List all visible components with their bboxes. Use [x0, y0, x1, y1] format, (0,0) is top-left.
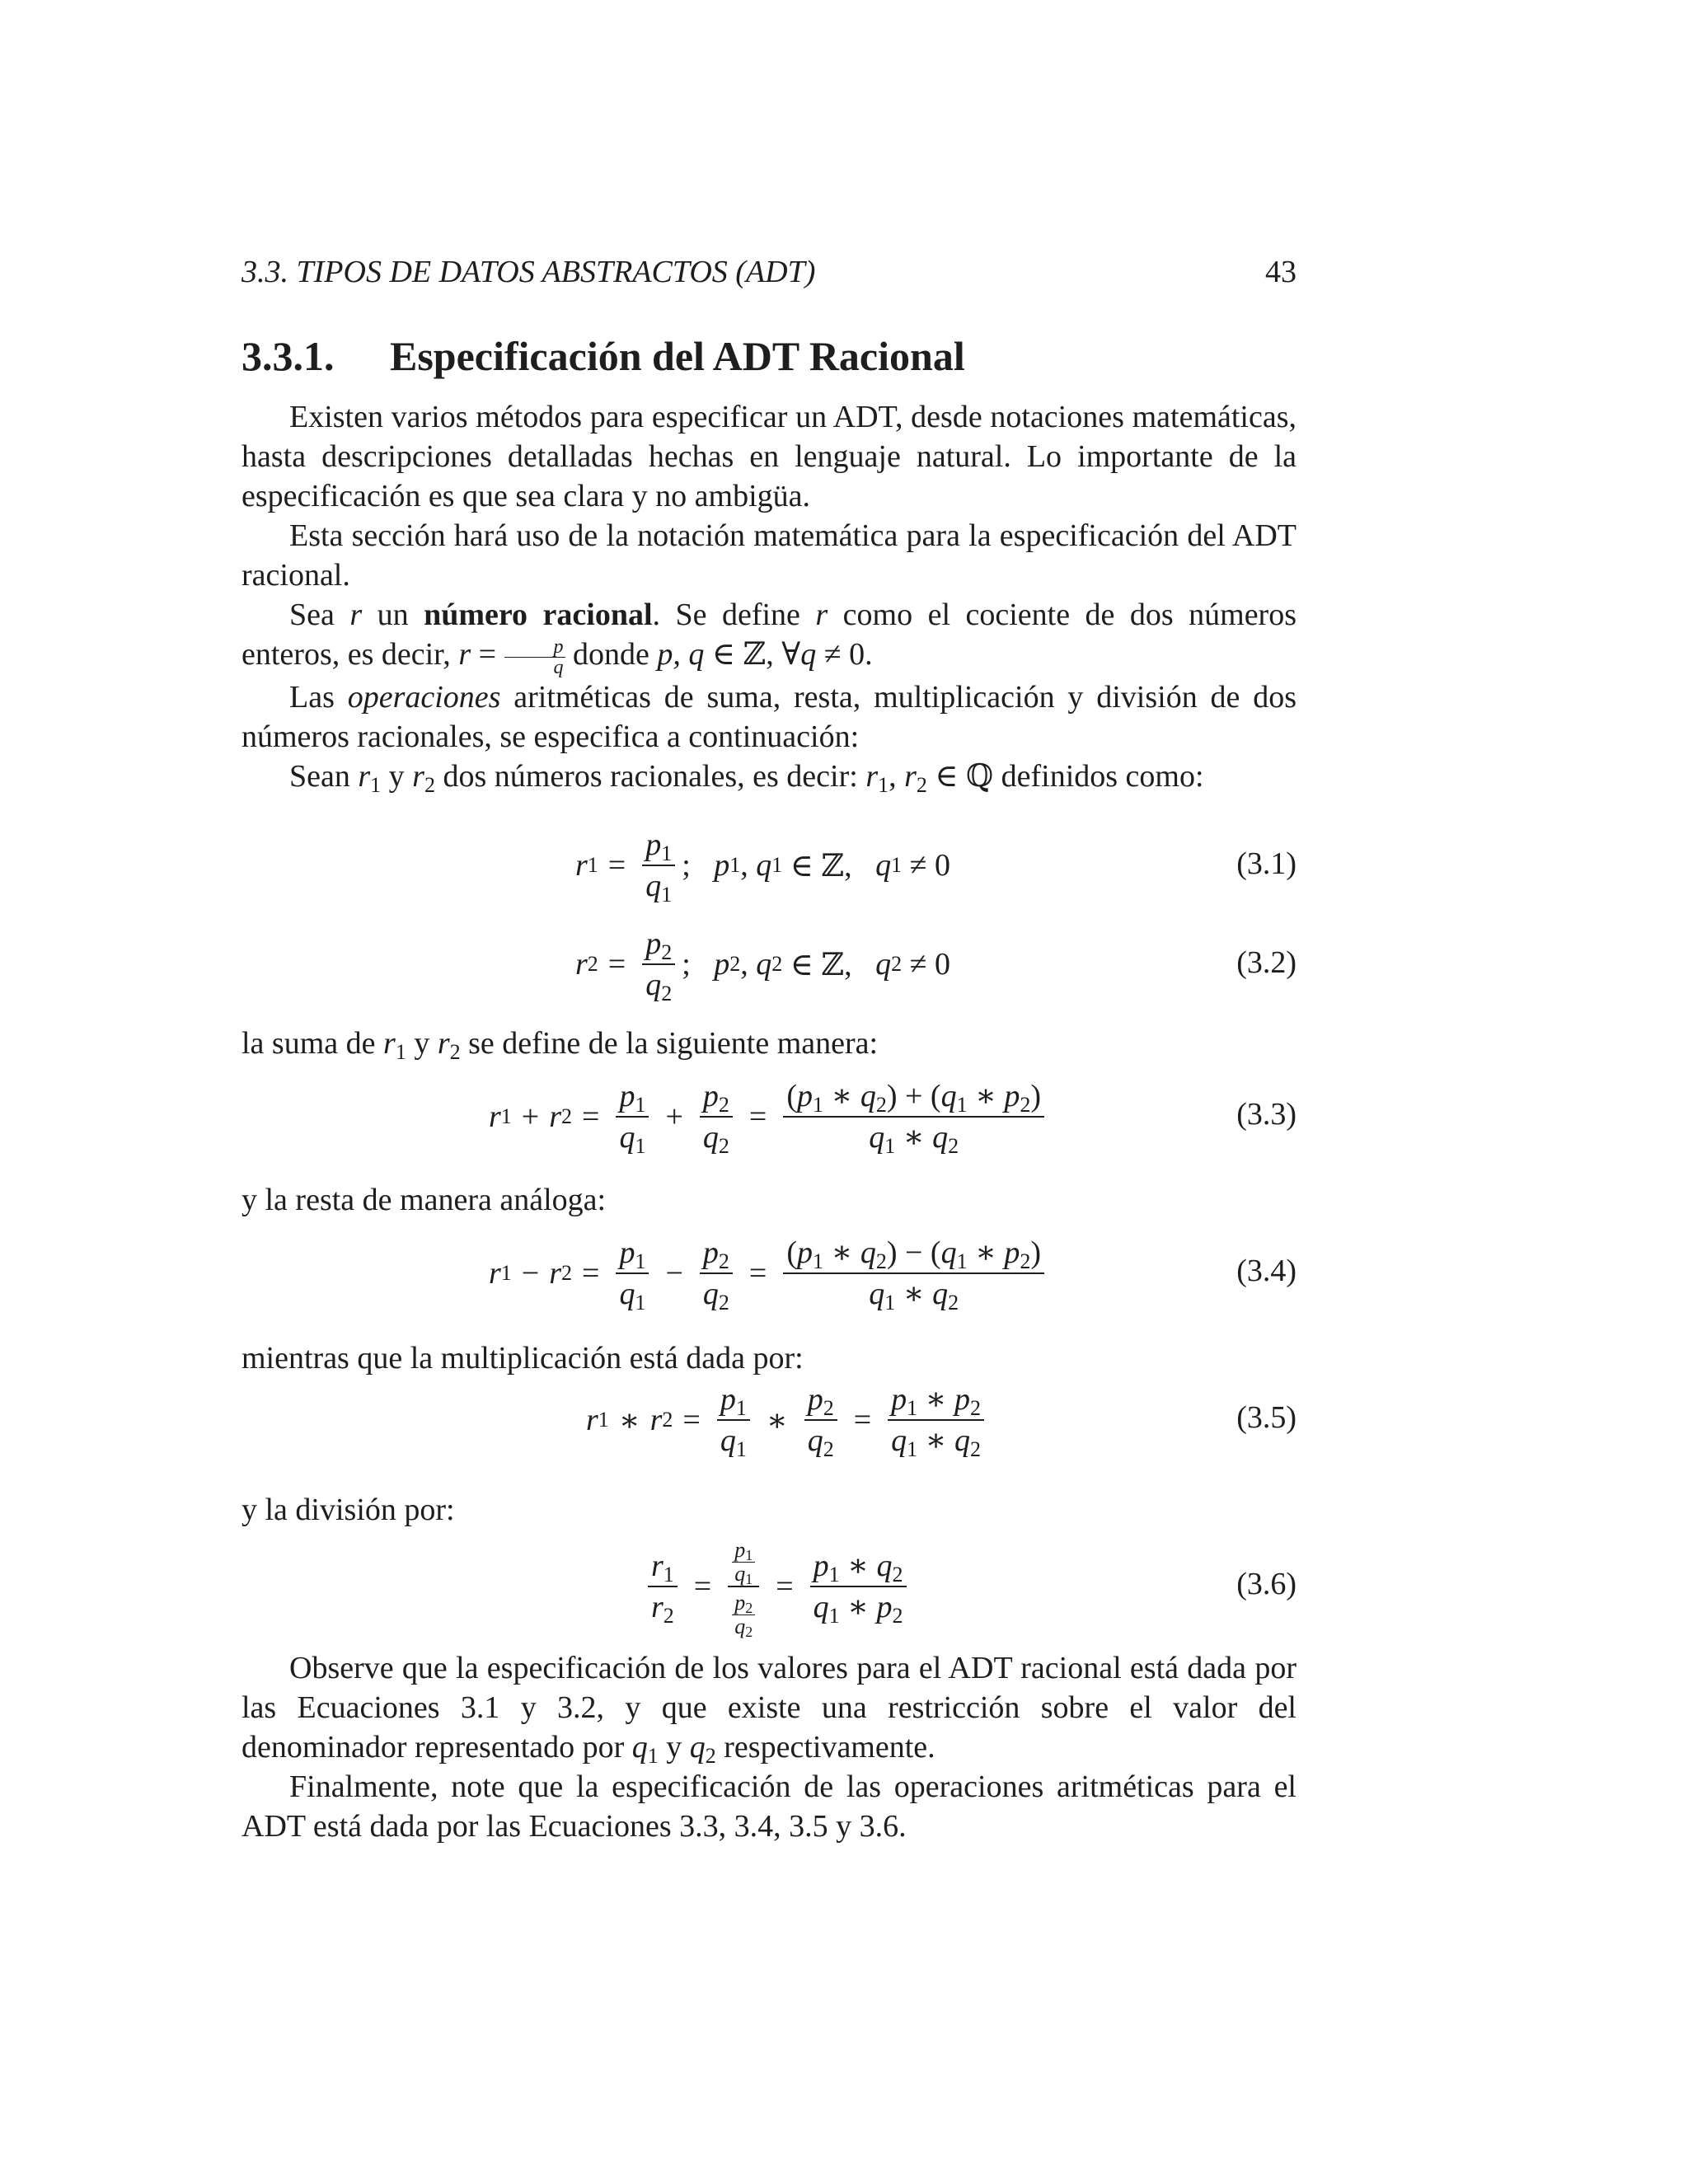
inline-fraction-p-q: $\frac{p}{q}$: [504, 637, 565, 677]
paragraph-5: Sean $r_1$ y $r_2$ dos números racionales, es decir: $r_1$, $r_2$ ∈ ℚ definidos como:: [289, 758, 1204, 797]
paragraph-7: Finalmente, note que la especificación de las operaciones aritméticas para el ADT está dada por las Ecuaciones 3.3, 3.4, 3.5 y 3.6.: [241, 1769, 1296, 1844]
equation-3-5: r 1 ∗ r 2 = $\frac{p_1}{q_1}$ ∗ $\frac{p_2}{q_2}$ = $\frac{p_1 ∗ p_2}{q_1 ∗ q_2}$ (3.5): [241, 1375, 1296, 1465]
running-head-title: 3.3. TIPOS DE DATOS ABSTRACTOS (ADT): [241, 255, 816, 289]
text-multiplication-intro: mientras que la multiplicación está dada por:: [241, 1341, 804, 1376]
text-sum-intro: la suma de $r_1$ y $r_2$ se define de la siguiente manera:: [241, 1026, 879, 1064]
text-division-intro: y la división por:: [241, 1493, 455, 1527]
equation-number: (3.1): [1236, 846, 1296, 881]
equation-3-2: r 2 = $\frac{p_2}{q_2}$ ; p 2 , q 2 ∈ ℤ, q 2 ≠ 0 (3.2): [241, 923, 1296, 1005]
equation-number: (3.3): [1236, 1097, 1296, 1132]
equation-number: (3.2): [1236, 945, 1296, 980]
running-head: [241, 252, 1296, 292]
paragraph-6: Observe que la especificación de los valores para el ADT racional está dada por las Ecuaciones 3.1 y 3.2, y que existe una restricción sobre el valor del denominador representado por $q_1$ y $q_2$ respectivamente.: [241, 1651, 1296, 1768]
equation-number: (3.4): [1236, 1254, 1296, 1288]
equation-3-1: r 1 = $\frac{p_1}{q_1}$ ; p 1 , q 1 ∈ ℤ, q 1 ≠ 0 (3.1): [241, 824, 1296, 907]
paragraph-3: Sea r un número racional. Se define r como el cociente de dos números enteros, es decir, r = $\frac{p}{q}$ donde p, q ∈ ℤ, ∀q ≠ 0.: [241, 598, 1296, 678]
page-number: 43: [1265, 255, 1296, 289]
section-number: 3.3.1.: [241, 333, 335, 379]
section-heading: [241, 330, 965, 382]
equation-number: (3.6): [1236, 1567, 1296, 1601]
paragraph-4: Las operaciones aritméticas de suma, resta, multiplicación y división de dos números racionales, se especifica a continuación:: [241, 679, 1296, 754]
paragraph-2: Esta sección hará uso de la notación matemática para la especificación del ADT racional.: [241, 518, 1296, 593]
intro-paragraphs: [241, 397, 1296, 796]
closing-paragraphs: [241, 1648, 1296, 1846]
section-title: Especificación del ADT Racional: [390, 333, 965, 379]
equation-3-6: $\frac{r_1}{r_2}$ = $\frac{\frac{p_1}{q_1}}{\frac{p_2}{q_2}}$ = $\frac{p_1 ∗ q_2}{q_1 ∗ p_2}$ (3.6): [241, 1533, 1296, 1640]
text-subtraction-intro: y la resta de manera análoga:: [241, 1183, 607, 1217]
equation-3-3: r 1 + r 2 = $\frac{p_1}{q_1}$ + $\frac{p_2}{q_2}$ = $\frac{(p_1 ∗ q_2) + (q_1 ∗ p_2)}{q_1 ∗ q_2}$ (3.3): [241, 1071, 1296, 1162]
equation-number: (3.5): [1236, 1400, 1296, 1435]
page: [241, 0, 1296, 2184]
paragraph-1: Existen varios métodos para especificar un ADT, desde notaciones matemáticas, hasta descripciones detalladas hechas en lenguaje natural. Lo importante de la especificación es que sea clara y no ambigüa.: [241, 400, 1296, 513]
equation-3-4: r 1 − r 2 = $\frac{p_1}{q_1}$ − $\frac{p_2}{q_2}$ = $\frac{(p_1 ∗ q_2) - (q_1 ∗ p_2)}{q_1 ∗ q_2}$ (3.4): [241, 1228, 1296, 1319]
